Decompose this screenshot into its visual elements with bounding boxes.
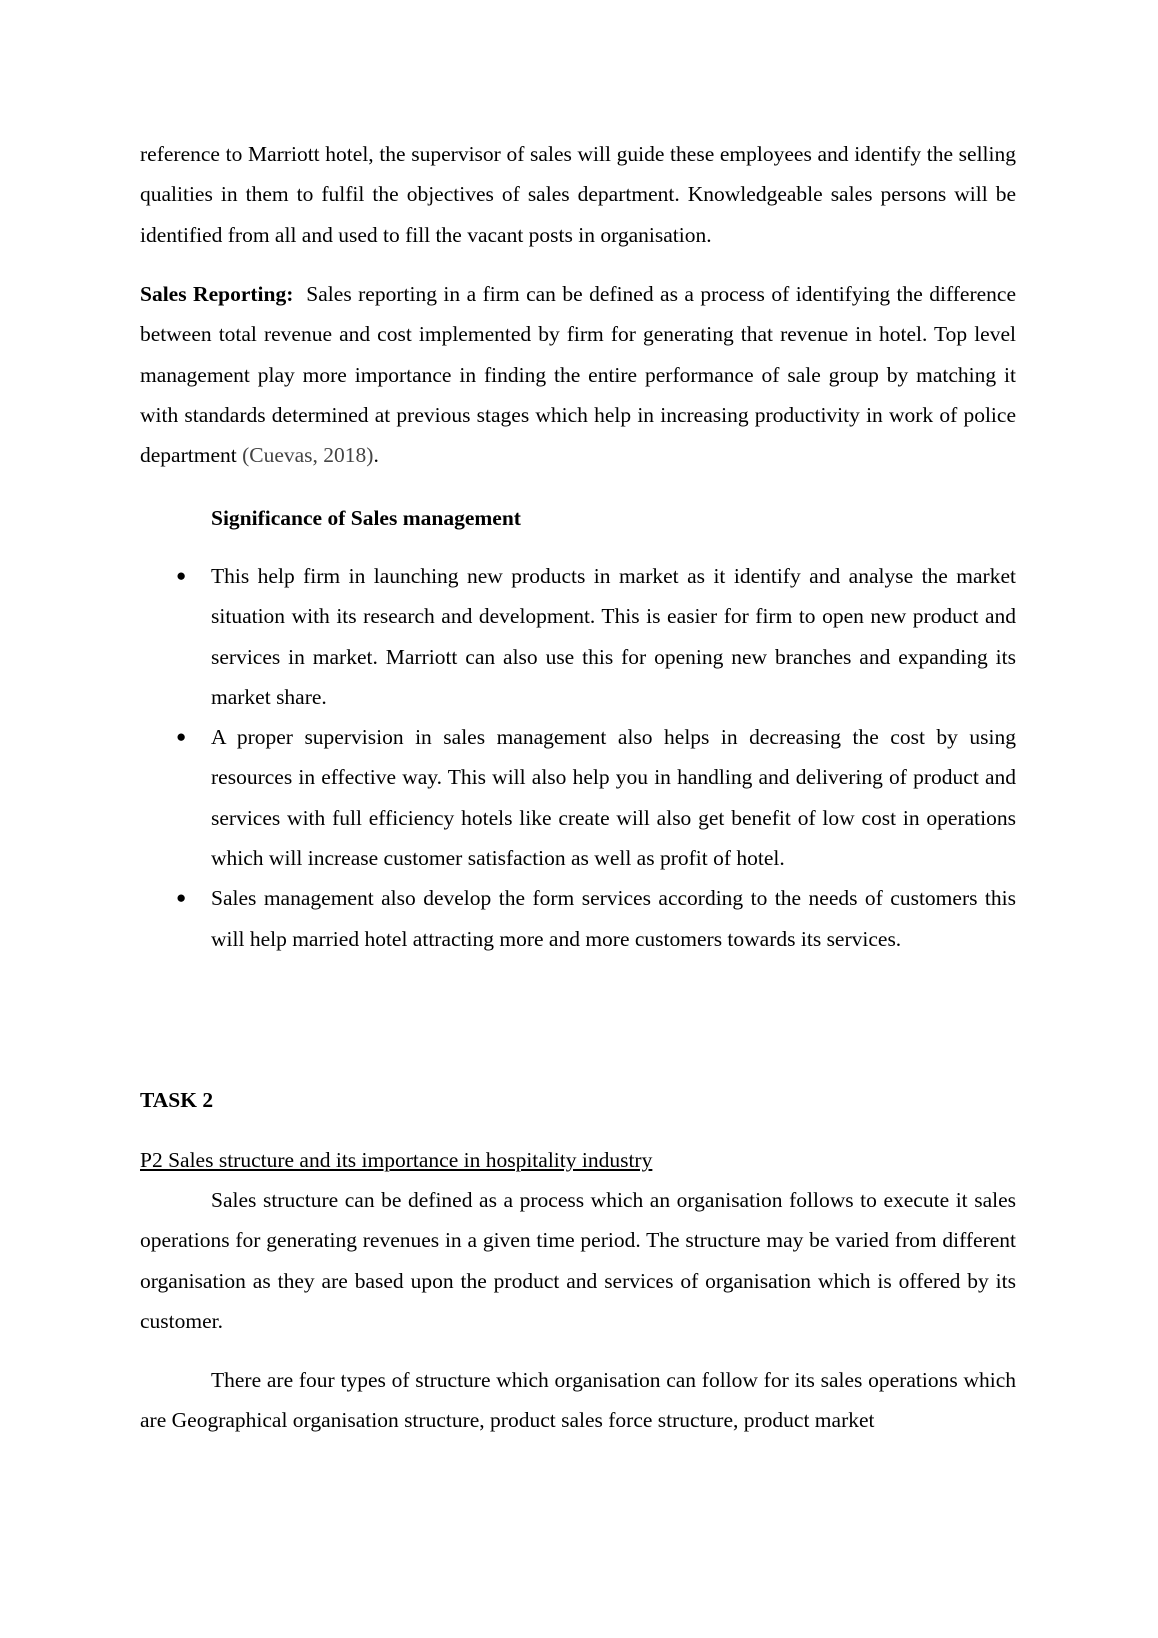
sales-reporting-text: Sales reporting in a firm can be defined as a process of identifying the difference between total revenue and cost implemented by firm for generating that revenue in hotel. Top level management play more importance in finding the entire performance of sale group by matching it with standards determined at previous stages which help in increasing productivity in work of police department: [140, 282, 1016, 468]
bullet-icon: ●: [176, 566, 187, 585]
task-heading: TASK 2: [140, 1088, 214, 1112]
paragraph-structure-types: There are four types of structure which organisation can follow for its sales operations which are Geographical organisation structure, product sales force structure, product market: [140, 1368, 1016, 1433]
paragraph-marriott-supervisor: reference to Marriott hotel, the supervisor of sales will guide these employees and identify the selling qualities in them to fulfil the objectives of sales department. Knowledgeable sales persons will be identified from all and used to fill the vacant posts in organisation.: [140, 142, 1016, 247]
significance-list: [140, 556, 1016, 959]
paragraph-sales-structure: Sales structure can be defined as a process which an organisation follows to execute it sales operations for generating revenues in a given time period. The structure may be varied from different organisation as they are based upon the product and services of organisation which is offered by its customer.: [140, 1188, 1016, 1333]
paragraph-sales-reporting: [140, 274, 1016, 475]
sales-reporting-end: .: [373, 443, 379, 468]
section-title: P2 Sales structure and its importance in hospitality industry: [140, 1148, 653, 1172]
list-item: [140, 556, 1016, 717]
sales-reporting-label: Sales Reporting:: [140, 282, 294, 306]
citation-cuevas: (Cuevas, 2018): [242, 443, 374, 468]
list-item: [140, 878, 1016, 959]
bullet-icon: ●: [176, 727, 187, 747]
list-item-text: Sales management also develop the form services according to the needs of customers this will help married hotel attracting more and more customers towards its services.: [211, 886, 1016, 951]
bullet-icon: ●: [176, 888, 187, 908]
list-item: [140, 717, 1016, 878]
list-item-text: This help firm in launching new products in market as it identify and analyse the market situation with its research and development. This is easier for firm to open new product and services in market. Marriott can also use this for opening new branches and expanding its market share.: [211, 564, 1016, 709]
list-item-text: A proper supervision in sales management also helps in decreasing the cost by using resources in effective way. This will also help you in handling and delivering of product and services with full efficiency hotels like create will also get benefit of low cost in operations which will increase customer satisfaction as well as profit of hotel.: [211, 725, 1016, 871]
significance-heading: Significance of Sales management: [211, 506, 521, 530]
